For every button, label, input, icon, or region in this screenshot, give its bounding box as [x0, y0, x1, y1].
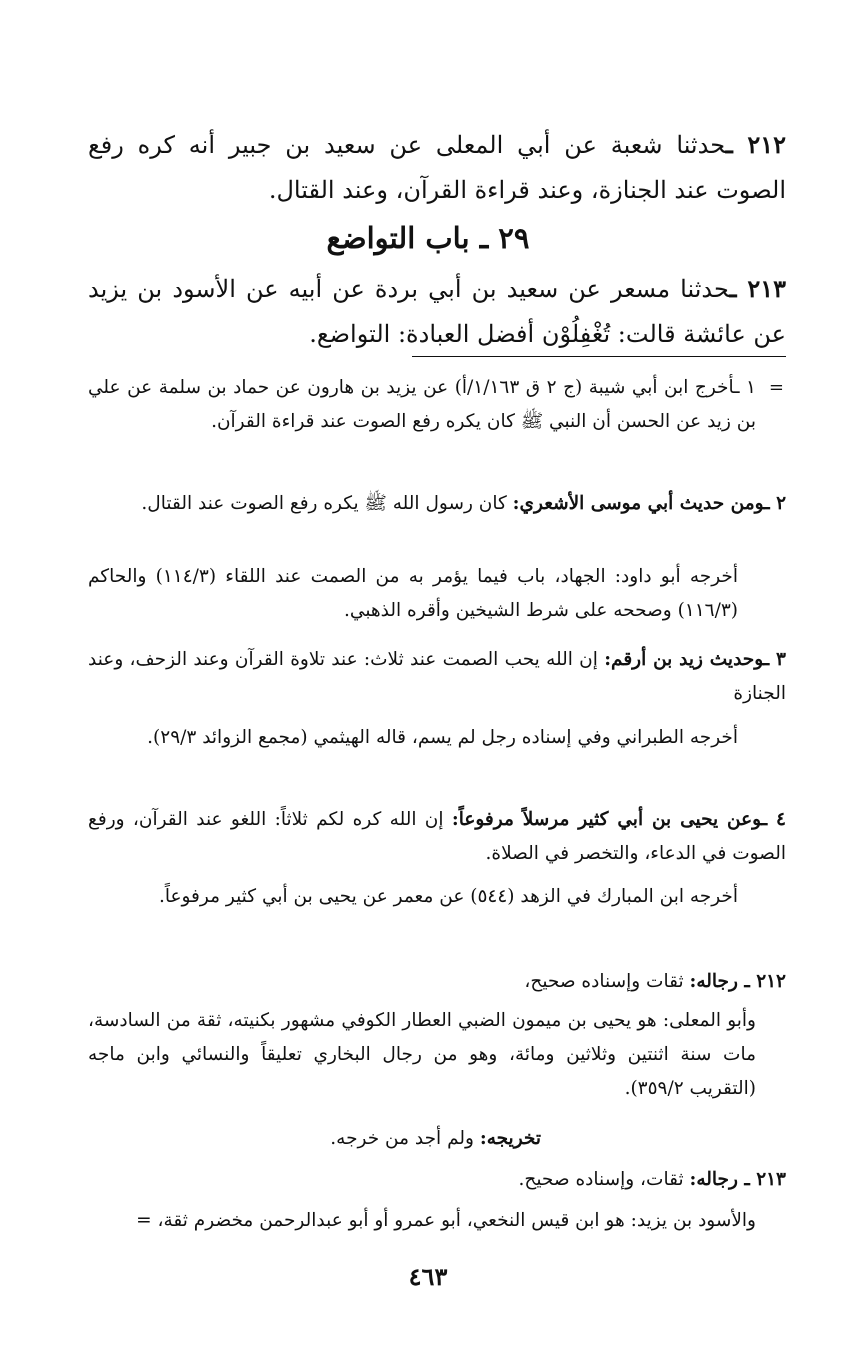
rijal-head: ٢١٢ ـ رجاله:	[689, 971, 786, 992]
footnote-number: ٢ ـ	[764, 493, 786, 514]
takhrij-head: تخريجه:	[479, 1128, 541, 1149]
footnote-bold-lead: وعن يحيى بن أبي كثير مرسلاً مرفوعاً:	[451, 809, 762, 830]
rijal-212	[88, 965, 786, 999]
rijal-text: ثقات، وإسناده صحيح.	[518, 1169, 690, 1190]
chapter-title: ٢٩ ـ باب التواضع	[326, 221, 530, 255]
rijal-head: ٢١٣ ـ رجاله:	[689, 1169, 786, 1190]
footnote-separator	[412, 356, 786, 357]
footnote-number: ١ ـ	[734, 377, 756, 398]
footnote-2-takhrij: أخرجه أبو داود: الجهاد، باب فيما يؤمر به من الصمت عند اللقاء (١١٤/٣) والحاكم (١١٦/٣) وصححه على شرط الشيخين وأقره الذهبي.	[88, 566, 739, 621]
footnote-bold-lead: ومن حديث أبي موسى الأشعري:	[512, 493, 765, 514]
footnote-number: ٣ ـ	[763, 649, 786, 670]
continuation-mark: =	[768, 377, 784, 398]
hadith-212	[88, 122, 786, 213]
takhrij-text: ولم أجد من خرجه.	[330, 1128, 480, 1149]
rijal-212-detail: وأبو المعلى: هو يحيى بن ميمون الضبي العطار الكوفي مشهور بكنيته، ثقة من السادسة، مات سنة اثنتين وثلاثين ومائة، وهو من رجال البخاري تعليقاً والنسائي وابن ماجه (التقريب ٣٥٩/٢).	[88, 1010, 756, 1099]
footnote-1	[88, 371, 756, 439]
hadith-text: حدثنا شعبة عن أبي المعلى عن سعيد بن جبير أنه كره رفع الصوت عند الجنازة، وعند قراءة القرآن، وعند القتال.	[88, 131, 786, 204]
footnote-text: إن الله يحب الصمت عند ثلاث: عند تلاوة القرآن وعند الزحف، وعند الجنازة	[88, 649, 786, 704]
rijal-213	[88, 1163, 786, 1197]
page-number: ٤٦٣	[408, 1262, 448, 1291]
footnote-4-takhrij: أخرجه ابن المبارك في الزهد (٥٤٤) عن معمر عن يحيى بن أبي كثير مرفوعاً.	[158, 886, 738, 907]
footnote-number: ٤ ـ	[761, 809, 786, 830]
footnote-bold-lead: وحديث زيد بن أرقم:	[604, 649, 764, 670]
rijal-text: ثقات وإسناده صحيح،	[524, 971, 690, 992]
hadith-number: ٢١٢ ـ	[725, 130, 786, 159]
footnote-4	[88, 803, 786, 871]
hadith-213	[88, 266, 786, 357]
hadith-number: ٢١٣ ـ	[729, 274, 786, 303]
footnote-text: أخرج ابن أبي شيبة (ج ٢ ق ١/١٦٣/أ) عن يزيد بن هارون عن حماد بن سلمة عن علي بن زيد عن الحسن أن النبي ﷺ كان يكره رفع الصوت عند قراءة القرآن.	[88, 377, 756, 432]
footnote-3-takhrij: أخرجه الطبراني وفي إسناده رجل لم يسم، قاله الهيثمي (مجمع الزوائد ٢٩/٣).	[147, 727, 738, 748]
footnote-2	[88, 487, 786, 521]
takhrij-212	[88, 1122, 541, 1156]
footnote-text: إن الله كره لكم ثلاثاً: اللغو عند القرآن، ورفع الصوت في الدعاء، والتخصر في الصلاة.	[88, 809, 786, 864]
hadith-text: حدثنا مسعر عن سعيد بن أبي بردة عن أبيه عن الأسود بن يزيد عن عائشة قالت: تُغْفِلُوْن أفضل العبادة: التواضع.	[88, 275, 786, 348]
rijal-213-detail: والأسود بن يزيد: هو ابن قيس النخعي، أبو عمرو أو أبو عبدالرحمن مخضرم ثقة، =	[136, 1210, 756, 1231]
footnote-text: كان رسول الله ﷺ يكره رفع الصوت عند القتال.	[141, 493, 513, 514]
footnote-3	[88, 643, 786, 711]
